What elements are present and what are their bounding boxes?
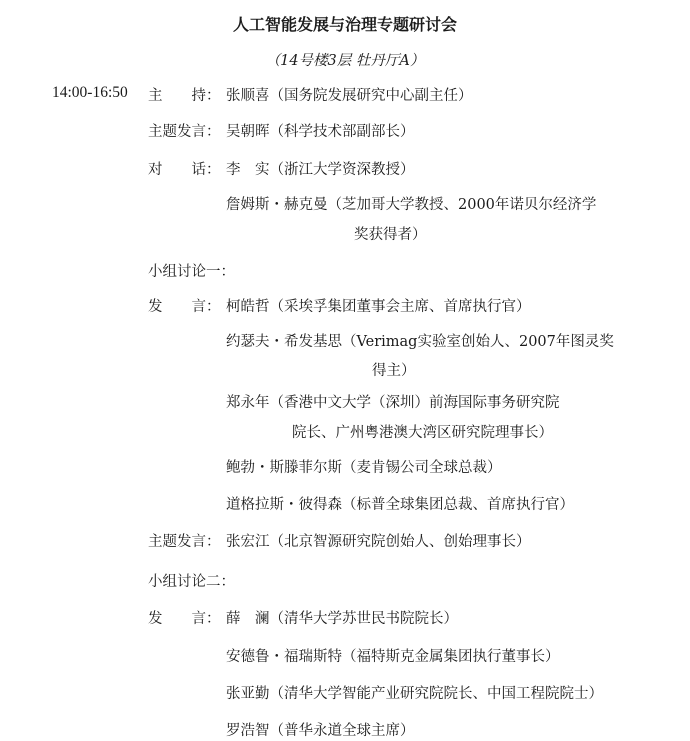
panel2-entry-1: 薛 澜（清华大学苏世民书院院长） [226,611,458,627]
dialogue-entry-2: 詹姆斯・赫克曼（芝加哥大学教授、2000年诺贝尔经济学 [226,197,597,213]
keynote2-entry: 张宏江（北京智源研究院创始人、创始理事长） [226,534,531,550]
panel2-entry-4: 罗浩智（普华永道全球主席） [226,723,415,739]
keynote2-role-label: 主题发言： [148,534,221,550]
panel1-entry-2-cont: 得主） [372,363,416,379]
panel1-entry-2: 约瑟夫・希发基思（Verimag实验室创始人、2007年图灵奖 [226,334,614,350]
panel1-entry-1: 柯皓哲（采埃孚集团董事会主席、首席执行官） [226,299,531,315]
panel2-role-label: 发 言： [148,611,221,627]
panel1-entry-5: 道格拉斯・彼得森（标普全球集团总裁、首席执行官） [226,497,574,513]
host-entry: 张顺喜（国务院发展研究中心副主任） [226,88,473,104]
dialogue-entry-2-cont: 奖获得者） [354,227,427,243]
dialogue-role-label: 对 话： [148,162,221,178]
keynote1-entry: 吴朝晖（科学技术部副部长） [226,124,415,140]
panel1-title: 小组讨论一： [148,264,235,280]
session-time: 14:00-16:50 [52,84,128,101]
dialogue-entry-1: 李 实（浙江大学资深教授） [226,162,415,178]
venue-subtitle: （14号楼3层 牡丹厅A） [265,53,425,69]
host-role-label: 主 持： [148,88,221,104]
panel1-entry-3: 郑永年（香港中文大学（深圳）前海国际事务研究院 [226,395,560,411]
panel2-entry-3: 张亚勤（清华大学智能产业研究院院长、中国工程院院士） [226,686,603,702]
panel1-role-label: 发 言： [148,299,221,315]
panel1-entry-3-cont: 院长、广州粤港澳大湾区研究院理事长） [292,425,553,441]
panel2-title: 小组讨论二： [148,574,235,590]
keynote1-role-label: 主题发言： [148,124,221,140]
page-title: 人工智能发展与治理专题研讨会 [232,15,457,34]
panel2-entry-2: 安德鲁・福瑞斯特（福特斯克金属集团执行董事长） [226,649,560,665]
panel1-entry-4: 鲍勃・斯滕菲尔斯（麦肯锡公司全球总裁） [226,460,502,476]
